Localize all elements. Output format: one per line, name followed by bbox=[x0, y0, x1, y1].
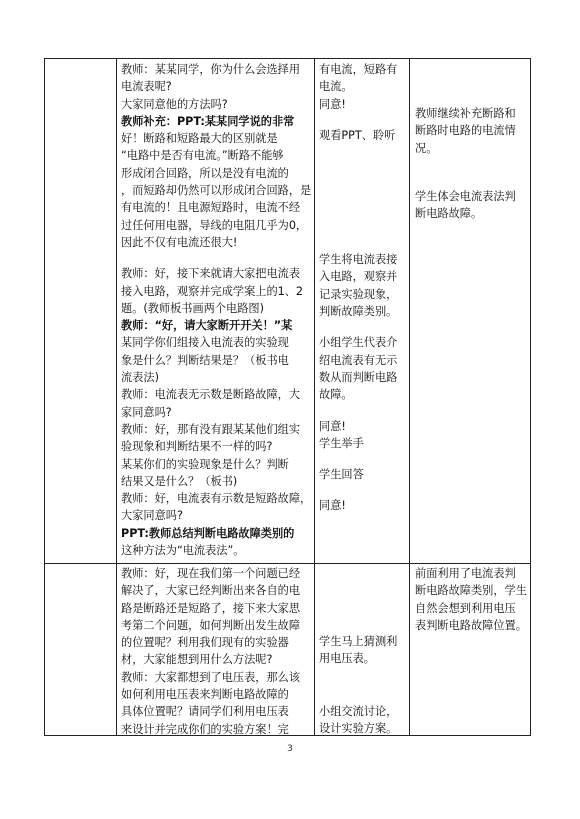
text-line: 教师：大家都想到了电压表，那么该 bbox=[121, 670, 301, 684]
column-divider-1 bbox=[116, 58, 117, 736]
text-line: 学生将电流表接 bbox=[319, 253, 398, 267]
text-line: 判断故障类别。 bbox=[319, 305, 398, 319]
text-line: 学生回答 bbox=[319, 468, 364, 482]
text-line: 电流表呢? bbox=[121, 80, 172, 94]
text-line: 的位置呢？利用我们现有的实验器 bbox=[121, 636, 289, 650]
text-line: 观看PPT、聆听 bbox=[319, 128, 396, 142]
row2-student-activity bbox=[319, 565, 408, 737]
text-line: 学生举手 bbox=[319, 436, 364, 450]
text-line: 教师补充：PPT:某某同学说的非常 bbox=[121, 114, 295, 128]
text-line: 大家同意吗? bbox=[121, 509, 183, 523]
text-line: PPT:教师总结判断电路故障类别的 bbox=[121, 526, 295, 540]
text-line: 家同意吗? bbox=[121, 405, 172, 419]
text-line: 流表法) bbox=[121, 371, 159, 385]
column-divider-2 bbox=[314, 58, 315, 736]
text-line: 教师：好，接下来就请大家把电流表 bbox=[121, 267, 301, 281]
row1-teacher-activity bbox=[121, 61, 313, 559]
text-line: 形成闭合回路，所以是没有电流的 bbox=[121, 166, 289, 180]
text-line: 入电路，观察并 bbox=[319, 270, 398, 284]
text-line: 验现象和判断结果不一样的吗? bbox=[121, 440, 273, 454]
text-line: 绍电流表有无示 bbox=[319, 353, 398, 367]
text-line: 象是什么？判断结果是？（板书电 bbox=[121, 353, 289, 367]
text-line: 数从而判断电路 bbox=[319, 370, 398, 384]
text-line: 设计实验方案。 bbox=[319, 721, 398, 735]
text-line: 教师：好，那有没有跟某某他们组实 bbox=[121, 422, 301, 436]
page-number: 3 bbox=[287, 744, 293, 754]
text-line: 材，大家能想到用什么方法呢? bbox=[121, 653, 273, 667]
text-line: 过任何用电器，导线的电阻几乎为0， bbox=[121, 218, 308, 232]
text-line: 况。 bbox=[415, 141, 438, 155]
row1-design-intent bbox=[415, 61, 528, 222]
text-line: 前面利用了电流表判 bbox=[415, 567, 516, 580]
text-line: 来设计并完成你们的实验方案！完 bbox=[121, 722, 289, 736]
text-line: 考第二个问题，如何判断出发生故障 bbox=[121, 618, 301, 632]
table-right-border bbox=[530, 58, 531, 736]
text-line: 电流。 bbox=[319, 80, 353, 94]
text-line: 路是断路还是短路了，接下来大家思 bbox=[121, 601, 301, 615]
text-line: 同意! bbox=[319, 499, 346, 513]
text-line: 同意! bbox=[319, 97, 346, 111]
text-line: 断电路故障类别，学生 bbox=[415, 584, 527, 598]
text-line: 表判断电路故障位置。 bbox=[415, 618, 527, 632]
text-line: 故障。 bbox=[319, 388, 353, 402]
text-line: 小组学生代表介 bbox=[319, 336, 398, 350]
text-line: 教师：某某同学，你为什么会选择用 bbox=[121, 63, 301, 76]
text-line: 某同学你们组接入电流表的实验现 bbox=[121, 336, 289, 350]
text-line: 解决了，大家已经判断出来各自的电 bbox=[121, 584, 301, 598]
column-divider-3 bbox=[409, 58, 410, 736]
text-line: 记录实验现象， bbox=[319, 287, 398, 301]
text-line: 用电压表。 bbox=[319, 652, 375, 666]
row1-student-activity bbox=[319, 61, 408, 515]
text-line: 好！断路和短路最大的区别就是 bbox=[121, 132, 278, 146]
text-line: 教师：“好，请大家断开开关！”某 bbox=[121, 319, 293, 333]
text-line: 学生体会电流表法判 bbox=[415, 189, 516, 203]
text-line: 因此不仅有电流还很大! bbox=[121, 235, 238, 249]
text-line: 断电路故障。 bbox=[415, 207, 483, 221]
text-line: 教师：好，现在我们第一个问题已经 bbox=[121, 567, 301, 580]
text-line: 有电流的！且电源短路时，电流不经 bbox=[121, 201, 301, 215]
text-line: 有电流，短路有 bbox=[319, 63, 398, 76]
text-line: 题。(教师板书画两个电路图) bbox=[121, 301, 264, 315]
text-line: 教师：电流表无示数是断路故障，大 bbox=[121, 388, 301, 402]
text-line: 如何利用电压表来判断电路故障的 bbox=[121, 688, 289, 702]
text-line: 某某你们的实验现象是什么？判断 bbox=[121, 457, 289, 471]
text-line: 大家同意他的方法吗? bbox=[121, 97, 228, 111]
text-line: 小组交流讨论， bbox=[319, 704, 398, 718]
text-line: 具体位置呢？请同学们利用电压表 bbox=[121, 705, 289, 719]
row2-teacher-activity bbox=[121, 565, 313, 738]
text-line: “电路中是否有电流。”断路不能够 bbox=[121, 149, 284, 163]
text-line: 同意! bbox=[319, 419, 346, 433]
text-line: 结果又是什么？（板书) bbox=[121, 474, 238, 488]
text-line: 断路时电路的电流情 bbox=[415, 124, 516, 138]
text-line: ，而短路却仍然可以形成闭合回路，是 bbox=[121, 184, 312, 198]
text-line: 学生马上猜测利 bbox=[319, 635, 398, 648]
row2-design-intent bbox=[415, 565, 528, 634]
text-line: 这种方法为“电流表法”。 bbox=[121, 544, 245, 558]
text-line: 教师：好，电流表有示数是短路故障， bbox=[121, 492, 312, 506]
table-left-border bbox=[44, 58, 45, 736]
text-line: 教师继续补充断路和 bbox=[415, 107, 516, 120]
text-line: 接入电路，观察并完成学案上的1、2 bbox=[121, 284, 304, 298]
text-line: 自然会想到利用电压 bbox=[415, 601, 516, 615]
